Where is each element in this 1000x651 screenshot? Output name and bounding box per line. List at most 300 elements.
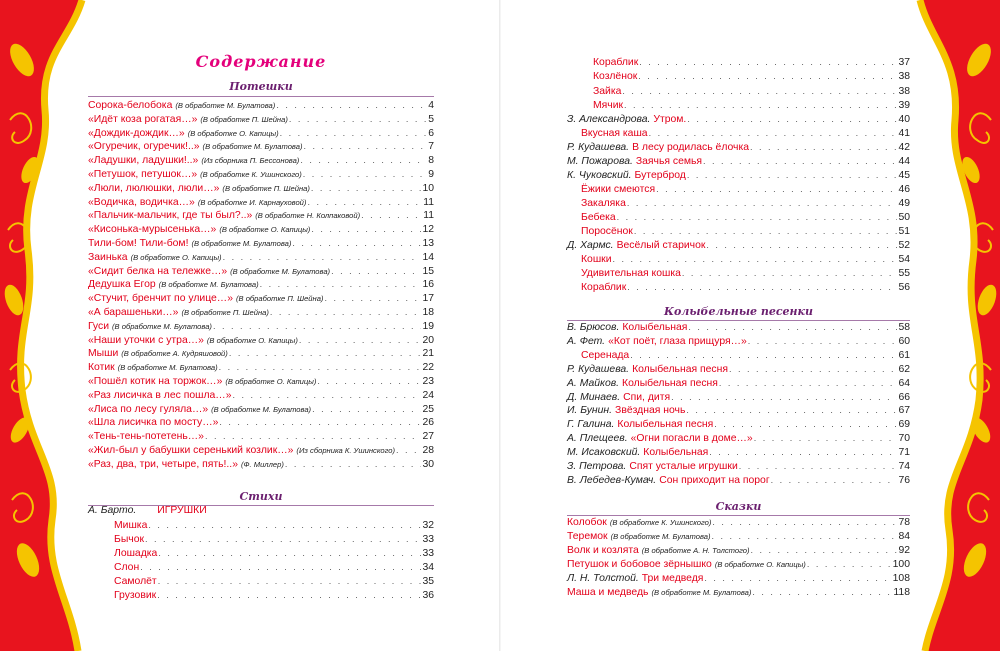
toc-entry[interactable] bbox=[88, 264, 434, 278]
toc-entry[interactable] bbox=[581, 182, 910, 196]
page-number: 38 bbox=[898, 85, 910, 97]
entry-title: Вкусная каша bbox=[581, 128, 648, 139]
adaptation-note: (В обработке М. Булатова) bbox=[112, 321, 212, 331]
entry-title: Ёжики смеются bbox=[581, 184, 656, 195]
entry-title: Заячья семья bbox=[635, 156, 703, 167]
dot-leader bbox=[331, 264, 421, 278]
entry-title: Теремок bbox=[567, 530, 608, 542]
page-number: 11 bbox=[423, 196, 434, 208]
author-name: Р. Кудашева. bbox=[567, 142, 630, 153]
dot-leader bbox=[324, 291, 421, 305]
page-number: 78 bbox=[898, 517, 910, 528]
dot-leader bbox=[158, 546, 421, 560]
dot-leader bbox=[311, 222, 421, 236]
page-number: 22 bbox=[422, 362, 434, 374]
entry-title: «Пошёл котик на торжок…» bbox=[88, 376, 223, 387]
page-number: 56 bbox=[898, 282, 910, 293]
entry-title: «Пальчик-мальчик, где ты был?..» bbox=[88, 210, 253, 222]
dot-leader bbox=[158, 574, 422, 588]
toc-entry[interactable] bbox=[567, 320, 910, 334]
page-number: 76 bbox=[898, 474, 910, 486]
page-number: 38 bbox=[898, 71, 910, 83]
entry-title: «Кот поёт, глаза прищуря…» bbox=[608, 335, 747, 347]
page-number: 8 bbox=[428, 155, 434, 167]
adaptation-note: (В обработке О. Капицы) bbox=[714, 559, 806, 569]
adaptation-note: (В обработке К. Ушинского) bbox=[609, 518, 712, 527]
toc-entry[interactable] bbox=[88, 443, 434, 457]
dot-leader bbox=[260, 277, 422, 291]
toc-entry[interactable] bbox=[567, 376, 910, 390]
entry-title: Грузовик bbox=[114, 589, 157, 601]
page-number: 13 bbox=[422, 238, 434, 249]
entry-title: Кораблик bbox=[593, 57, 639, 68]
adaptation-note: (В обработке П. Шейна) bbox=[200, 114, 288, 124]
toc-entry[interactable] bbox=[88, 346, 434, 360]
dot-leader bbox=[754, 431, 898, 445]
toc-entry[interactable] bbox=[567, 585, 910, 599]
dot-leader bbox=[686, 403, 897, 417]
dot-leader bbox=[617, 210, 898, 224]
dot-leader bbox=[703, 154, 897, 168]
toc-entry[interactable] bbox=[593, 69, 910, 83]
entry-title: «Шла лисичка по мосту…» bbox=[88, 417, 219, 429]
author-name: Р. Кудашева. bbox=[567, 363, 630, 375]
author-name: А. Фет. bbox=[567, 335, 606, 347]
page-number: 24 bbox=[422, 389, 434, 401]
toc-entry[interactable] bbox=[581, 280, 910, 294]
adaptation-note: (В обработке М. Булатова) bbox=[117, 363, 218, 373]
page-number: 50 bbox=[898, 212, 910, 223]
toc-entry[interactable] bbox=[581, 252, 910, 266]
entry-title: «Люли, люлюшки, люли…» bbox=[88, 182, 220, 194]
entry-title: Петушок и бобовое зёрнышко bbox=[567, 558, 712, 570]
entry-title: «Наши уточки с утра…» bbox=[88, 334, 204, 346]
entry-title: Весёлый старичок bbox=[616, 240, 706, 251]
page-number: 39 bbox=[898, 99, 910, 111]
dot-leader bbox=[300, 153, 427, 167]
dot-leader bbox=[299, 333, 422, 347]
dot-leader bbox=[361, 208, 422, 222]
entry-title: Лошадка bbox=[114, 547, 158, 559]
toc-entry[interactable] bbox=[567, 140, 910, 154]
entry-title: «Стучит, бренчит по улице…» bbox=[88, 293, 233, 305]
page-number: 15 bbox=[422, 265, 434, 277]
toc-entry[interactable] bbox=[593, 98, 910, 112]
page-number: 27 bbox=[422, 431, 434, 443]
page-number: 61 bbox=[898, 349, 910, 361]
entry-title: Котик bbox=[88, 362, 115, 374]
author-name: Д. Минаев. bbox=[567, 391, 621, 403]
entry-title: Колыбельная песня bbox=[617, 419, 714, 431]
page-number: 54 bbox=[898, 254, 910, 265]
toc-entry[interactable] bbox=[114, 518, 434, 532]
toc-entry[interactable] bbox=[567, 112, 910, 126]
dot-leader bbox=[729, 362, 897, 376]
toc-entry[interactable] bbox=[114, 546, 434, 560]
dot-leader bbox=[687, 112, 897, 126]
entry-title: Кошки bbox=[581, 254, 612, 265]
dot-leader bbox=[145, 532, 421, 546]
page-number: 10 bbox=[422, 182, 434, 194]
dot-leader bbox=[317, 374, 421, 388]
adaptation-note: (В обработке М. Булатова) bbox=[158, 280, 259, 290]
page-number: 41 bbox=[898, 128, 910, 139]
dot-leader bbox=[396, 443, 421, 457]
dot-leader bbox=[639, 55, 897, 69]
entry-title: Сорока-белобока bbox=[88, 100, 173, 111]
dot-leader bbox=[750, 140, 897, 154]
page-number: 70 bbox=[898, 433, 910, 445]
page-number: 12 bbox=[422, 224, 434, 236]
page-number: 60 bbox=[898, 335, 910, 347]
dot-leader bbox=[219, 415, 421, 429]
entry-title: Колобок bbox=[567, 517, 607, 528]
dot-leader bbox=[682, 266, 898, 280]
entry-title: Колыбельная bbox=[643, 447, 709, 459]
dot-leader bbox=[751, 543, 898, 557]
page-number: 64 bbox=[898, 377, 910, 389]
page-number: 58 bbox=[898, 322, 910, 333]
toc-entry[interactable] bbox=[567, 459, 910, 473]
toc-entry[interactable] bbox=[593, 55, 910, 69]
adaptation-note: (В обработке М. Булатова) bbox=[610, 531, 711, 541]
dot-leader bbox=[634, 224, 898, 238]
entry-title: Бутерброд bbox=[634, 170, 686, 181]
toc-entry[interactable] bbox=[567, 473, 910, 487]
dot-leader bbox=[280, 126, 428, 140]
toc-entry[interactable] bbox=[88, 126, 434, 140]
page-number: 45 bbox=[898, 170, 910, 181]
barto-heading bbox=[88, 504, 434, 518]
page-number: 20 bbox=[422, 334, 434, 346]
toc-entry[interactable] bbox=[581, 266, 910, 280]
toc-entry[interactable] bbox=[581, 348, 910, 362]
entry-title: Спят усталые игрушки bbox=[629, 461, 738, 472]
adaptation-note: (В обработке М. Булатова) bbox=[651, 587, 752, 597]
toc-entry[interactable] bbox=[114, 560, 434, 574]
dot-leader bbox=[303, 167, 427, 181]
adaptation-note: (В обработке А. Н. Толстого) bbox=[641, 545, 750, 555]
page-number: 42 bbox=[898, 142, 910, 153]
entry-title: Волк и козлята bbox=[567, 544, 639, 556]
toc-entry[interactable] bbox=[88, 319, 434, 333]
toc-entry[interactable] bbox=[567, 557, 910, 571]
dot-leader bbox=[157, 588, 421, 602]
entry-title: Бычок bbox=[114, 533, 145, 545]
page-number: 5 bbox=[428, 113, 434, 125]
toc-entry[interactable] bbox=[88, 374, 434, 388]
adaptation-note: (В обработке О. Капицы) bbox=[206, 335, 298, 345]
toc-entry[interactable] bbox=[581, 224, 910, 238]
dot-leader bbox=[656, 182, 897, 196]
author-name: М. Исаковский. bbox=[567, 447, 641, 459]
adaptation-note: (В обработке П. Шейна) bbox=[235, 294, 324, 304]
page-number: 44 bbox=[898, 156, 910, 167]
page-number: 71 bbox=[898, 447, 910, 459]
dot-leader bbox=[312, 402, 421, 416]
dot-leader bbox=[229, 346, 422, 360]
dot-leader bbox=[292, 236, 421, 250]
dot-leader bbox=[638, 69, 897, 83]
entry-title: «Водичка, водичка…» bbox=[88, 196, 195, 208]
page-number: 46 bbox=[898, 184, 910, 195]
entry-title: Утром. bbox=[653, 114, 687, 125]
toc-entry[interactable] bbox=[567, 334, 910, 348]
adaptation-note: (В обработке М. Булатова) bbox=[191, 239, 292, 248]
author-name: З. Петрова. bbox=[567, 461, 627, 472]
toc-entry[interactable] bbox=[567, 571, 910, 585]
page-number: 17 bbox=[422, 293, 434, 305]
entry-title: «Огуречик, огуречик!..» bbox=[88, 141, 200, 153]
page-number: 14 bbox=[422, 251, 434, 263]
dot-leader bbox=[748, 334, 898, 348]
toc-entry[interactable] bbox=[581, 126, 910, 140]
toc-entry[interactable] bbox=[567, 362, 910, 376]
toc-entry[interactable] bbox=[88, 388, 434, 402]
page-number: 35 bbox=[422, 575, 434, 587]
author-name: Г. Галина. bbox=[567, 419, 615, 431]
page-number: 62 bbox=[898, 363, 910, 375]
section-title-poteshki: Потешки bbox=[229, 80, 293, 93]
dot-leader bbox=[706, 238, 897, 252]
toc-entry[interactable] bbox=[567, 403, 910, 417]
entry-title: Поросёнок bbox=[581, 226, 633, 237]
toc-entry[interactable] bbox=[88, 305, 434, 319]
dot-leader bbox=[205, 429, 421, 443]
toc-entry[interactable] bbox=[567, 515, 910, 529]
page-number: 84 bbox=[898, 530, 910, 542]
dot-leader bbox=[311, 181, 422, 195]
dot-leader bbox=[687, 168, 898, 182]
page-number: 4 bbox=[428, 100, 434, 111]
toc-entry[interactable] bbox=[567, 445, 910, 459]
toc-entry[interactable] bbox=[88, 250, 434, 264]
adaptation-note: (В обработке М. Булатова) bbox=[202, 142, 303, 152]
dot-leader bbox=[213, 319, 421, 333]
dot-leader bbox=[752, 585, 892, 599]
adaptation-note: (В обработке О. Капицы) bbox=[225, 377, 317, 386]
dot-leader bbox=[223, 250, 422, 264]
toc-entry[interactable] bbox=[581, 210, 910, 224]
left-floral-border bbox=[0, 0, 95, 651]
page-number: 74 bbox=[898, 461, 910, 472]
entry-title: Тили-бом! Тили-бом! bbox=[88, 238, 189, 249]
page-number: 26 bbox=[422, 417, 434, 429]
adaptation-note: (В обработке О. Капицы) bbox=[219, 225, 311, 235]
page-number: 25 bbox=[422, 403, 434, 415]
dot-leader bbox=[285, 457, 422, 471]
dot-leader bbox=[270, 305, 422, 319]
toc-entry[interactable] bbox=[88, 415, 434, 429]
page-number: 34 bbox=[422, 561, 434, 573]
entry-title: Заинька bbox=[88, 251, 128, 263]
entry-title: «Лиса по лесу гуляла…» bbox=[88, 403, 209, 415]
dot-leader bbox=[148, 518, 421, 532]
entry-title: «Петушок, петушок…» bbox=[88, 169, 198, 180]
adaptation-note: (В обработке О. Капицы) bbox=[187, 128, 279, 138]
toc-entry[interactable] bbox=[88, 360, 434, 374]
page-number: 36 bbox=[422, 589, 434, 601]
entry-title: «Идёт коза рогатая…» bbox=[88, 113, 198, 125]
page-number: 11 bbox=[423, 210, 434, 222]
entry-title: Зайка bbox=[593, 85, 622, 97]
toc-entry[interactable] bbox=[88, 153, 434, 167]
entry-title: Слон bbox=[114, 561, 140, 573]
page-number: 23 bbox=[422, 376, 434, 387]
entry-title: Козлёнок bbox=[593, 71, 638, 83]
toc-entry[interactable] bbox=[114, 588, 434, 602]
dot-leader bbox=[630, 348, 897, 362]
toc-entry[interactable] bbox=[88, 222, 434, 236]
entry-title: Мишка bbox=[114, 520, 148, 531]
toc-entry[interactable] bbox=[567, 390, 910, 404]
dot-leader bbox=[709, 445, 897, 459]
entry-title: Кораблик bbox=[581, 282, 627, 293]
toc-entry[interactable] bbox=[88, 208, 434, 222]
page-number: 18 bbox=[422, 307, 434, 318]
entry-title: Колыбельная песня bbox=[622, 377, 718, 389]
toc-entry[interactable] bbox=[88, 98, 434, 112]
toc-entry[interactable] bbox=[567, 417, 910, 431]
entry-title: Гуси bbox=[88, 320, 110, 332]
toc-entry[interactable] bbox=[567, 154, 910, 168]
dot-leader bbox=[714, 417, 897, 431]
dot-leader bbox=[671, 390, 897, 404]
author-name: К. Чуковский. bbox=[567, 170, 632, 181]
page-number: 49 bbox=[898, 198, 910, 209]
author-name: Л. Н. Толстой. bbox=[567, 572, 639, 584]
toc-entry[interactable] bbox=[567, 238, 910, 252]
adaptation-note: (В обработке П. Шейна) bbox=[181, 308, 269, 317]
adaptation-note: (В обработке М. Булатова) bbox=[211, 404, 312, 414]
adaptation-note: (Ф. Миллер) bbox=[240, 459, 284, 469]
author-name: В. Лебедев-Кумач. bbox=[567, 474, 657, 486]
page-number: 118 bbox=[893, 586, 910, 598]
toc-entry[interactable] bbox=[88, 112, 434, 126]
author-name: А. Майков. bbox=[567, 377, 620, 389]
entry-title: Самолёт bbox=[114, 575, 157, 587]
page-number: 67 bbox=[898, 405, 910, 417]
entry-title: Серенада bbox=[581, 349, 630, 361]
toc-entry[interactable] bbox=[88, 457, 434, 471]
dot-leader bbox=[303, 139, 427, 153]
dot-leader bbox=[627, 280, 897, 294]
entry-title: Мячик bbox=[593, 99, 624, 111]
toc-entry[interactable] bbox=[88, 402, 434, 416]
toc-entry[interactable] bbox=[88, 195, 434, 209]
contents-title: Содержание bbox=[195, 52, 327, 71]
toc-entry[interactable] bbox=[88, 167, 434, 181]
section-title-stihi: Стихи bbox=[239, 490, 283, 503]
dot-leader bbox=[688, 320, 897, 334]
page-number: 100 bbox=[892, 558, 910, 570]
dot-leader bbox=[649, 126, 898, 140]
dot-leader bbox=[739, 459, 898, 473]
page-number: 6 bbox=[428, 127, 434, 139]
entry-title: Маша и медведь bbox=[567, 586, 649, 598]
entry-title: Звёздная ночь bbox=[615, 405, 686, 417]
entry-title: Дедушка Егор bbox=[88, 279, 156, 291]
dot-leader bbox=[613, 252, 898, 266]
entry-title: «Раз лисичка в лес пошла…» bbox=[88, 389, 232, 401]
adaptation-note: (В обработке М. Булатова) bbox=[230, 266, 331, 276]
dot-leader bbox=[771, 473, 898, 487]
entry-title: Закаляка bbox=[581, 198, 626, 209]
entry-title: «А барашеньки…» bbox=[88, 307, 179, 318]
toc-entry[interactable] bbox=[581, 196, 910, 210]
page-number: 51 bbox=[898, 226, 910, 237]
author-name: А. Барто. bbox=[88, 505, 137, 516]
entry-title: Бебека bbox=[581, 212, 616, 223]
page-number: 9 bbox=[428, 169, 434, 180]
entry-title: «Сидит белка на тележке…» bbox=[88, 265, 228, 277]
entry-title: «Кисонька-мурысенька…» bbox=[88, 224, 217, 236]
dot-leader bbox=[627, 196, 898, 210]
dot-leader bbox=[807, 557, 892, 571]
adaptation-note: (Из сборника К. Ушинского) bbox=[296, 446, 396, 455]
page-number: 37 bbox=[898, 57, 910, 68]
page-number: 32 bbox=[422, 520, 434, 531]
section-title-lullabies: Колыбельные песенки bbox=[663, 305, 814, 318]
toc-entry[interactable] bbox=[88, 333, 434, 347]
adaptation-note: (В обработке О. Капицы) bbox=[130, 252, 222, 262]
toc-entry[interactable] bbox=[88, 181, 434, 195]
toc-entry[interactable] bbox=[114, 532, 434, 546]
page-number: 7 bbox=[428, 141, 434, 153]
toc-entry[interactable] bbox=[567, 431, 910, 445]
entry-title: «Жил-был у бабушки серенький козлик…» bbox=[88, 445, 294, 456]
entry-title: «Дождик-дождик…» bbox=[88, 127, 185, 139]
toc-entry[interactable] bbox=[567, 543, 910, 557]
page-number: 21 bbox=[422, 348, 434, 360]
entry-title: Три медведя bbox=[641, 572, 704, 584]
page-number: 19 bbox=[422, 320, 434, 332]
dot-leader bbox=[219, 360, 422, 374]
dot-leader bbox=[307, 195, 422, 209]
page-number: 108 bbox=[892, 572, 910, 584]
toc-entry[interactable] bbox=[593, 84, 910, 98]
dot-leader bbox=[712, 515, 897, 529]
adaptation-note: (В обработке П. Шейна) bbox=[222, 183, 310, 193]
dot-leader bbox=[140, 560, 421, 574]
entry-title: Сон приходит на порог bbox=[659, 474, 770, 486]
toc-entry[interactable] bbox=[88, 277, 434, 291]
adaptation-note: (В обработке А. Кудряшовой) bbox=[121, 349, 228, 359]
toc-entry[interactable] bbox=[88, 429, 434, 443]
page-number: 92 bbox=[898, 544, 910, 556]
adaptation-note: (В обработке М. Булатова) bbox=[175, 101, 276, 110]
toc-entry[interactable] bbox=[88, 291, 434, 305]
dot-leader bbox=[719, 376, 898, 390]
dot-leader bbox=[276, 98, 427, 112]
toc-entry[interactable] bbox=[88, 236, 434, 250]
page-number: 30 bbox=[422, 458, 434, 470]
dot-leader bbox=[622, 84, 897, 98]
toc-entry[interactable] bbox=[567, 168, 910, 182]
page-number: 33 bbox=[422, 533, 434, 545]
book-spine bbox=[499, 0, 501, 651]
toc-entry[interactable] bbox=[567, 529, 910, 543]
adaptation-note: (Из сборника П. Бессонова) bbox=[201, 156, 300, 166]
toc-entry[interactable] bbox=[114, 574, 434, 588]
entry-title: В лесу родилась ёлочка bbox=[632, 142, 750, 153]
author-name: И. Бунин. bbox=[567, 405, 613, 417]
toc-entry[interactable] bbox=[88, 139, 434, 153]
entry-title: Колыбельная песня bbox=[632, 363, 728, 375]
author-name: Д. Хармс. bbox=[567, 240, 614, 251]
author-name: А. Плещеев. bbox=[567, 433, 628, 445]
dot-leader bbox=[704, 571, 891, 585]
